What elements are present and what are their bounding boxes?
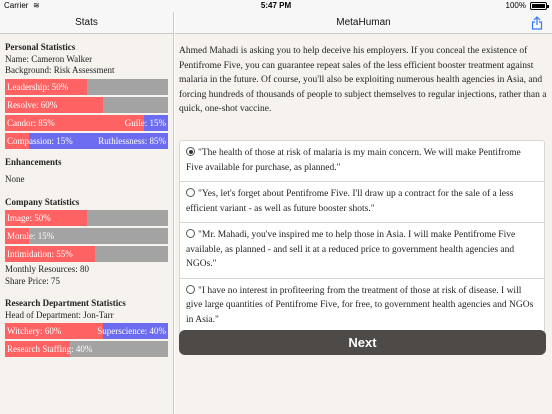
choice-text: "Yes, let's forget about Pentifrome Five. I'll draw up a contract for the sale of a less efficient variant - as well as future booster shots." [186, 189, 514, 214]
image-bar [5, 210, 168, 226]
character-background: Background: Risk Assessment [5, 65, 115, 75]
compassion-label: Compassion: 15% [7, 135, 73, 146]
choice-list [179, 140, 545, 334]
research-stats-heading: Research Department Statistics [5, 298, 126, 308]
intimidation-bar [5, 246, 168, 262]
superscience-label: Superscience: 40% [97, 326, 166, 336]
share-price: Share Price: 75 [5, 275, 60, 286]
radio-button-icon[interactable] [186, 229, 195, 238]
morale-label: Morale: 15% [7, 231, 55, 241]
company-stats-heading: Company Statistics [5, 196, 80, 207]
choice-option[interactable] [180, 182, 544, 223]
status-bar [0, 0, 552, 12]
radio-button-icon[interactable] [186, 188, 195, 197]
radio-button-icon[interactable] [186, 285, 195, 294]
choice-option[interactable] [180, 279, 544, 334]
battery-icon [530, 2, 547, 10]
research-staffing-label: Research Staffing: 40% [7, 344, 93, 354]
guile-label: Guile: 15% [124, 117, 166, 128]
monthly-resources: Monthly Resources: 80 [5, 264, 89, 274]
radio-button-icon[interactable] [186, 147, 195, 156]
carrier-label: Carrier [4, 1, 29, 10]
clock: 5:47 PM [260, 1, 292, 10]
ruthlessness-label: Ruthlessness: 85% [98, 135, 166, 146]
choice-option[interactable] [180, 141, 544, 182]
choice-option[interactable] [180, 223, 544, 279]
story-panel [175, 12, 552, 414]
image-label: Image: 50% [7, 213, 51, 223]
share-icon[interactable] [531, 16, 543, 30]
stats-sidebar[interactable] [0, 12, 174, 414]
main-header [175, 12, 552, 34]
resolve-bar [5, 97, 168, 113]
main-title: MetaHuman [336, 17, 391, 28]
wifi-icon: ≋ [33, 1, 40, 10]
choice-text: "I have no interest in profiteering from the treatment of those at risk of disease. I will give large quantities of Pentifrome Five, for free, to government health agencies and NGOs in Asia." [186, 285, 534, 325]
candor-label: Candor: 85% [7, 117, 55, 128]
next-button[interactable]: Next [179, 330, 546, 355]
character-name: Name: Cameron Walker [5, 53, 93, 64]
research-staffing-bar [5, 341, 168, 357]
morale-bar [5, 228, 168, 244]
witchery-superscience-bar [5, 323, 168, 339]
head-of-department: Head of Department: Jon-Tarr [5, 309, 114, 320]
candor-guile-bar [5, 115, 168, 131]
personal-stats-heading: Personal Statistics [5, 42, 76, 52]
intimidation-label: Intimidation: 55% [7, 249, 73, 259]
choice-text: "The health of those at risk of malaria is my main concern. We will make Pentifrome Five available for purchase, as planned." [186, 148, 521, 173]
scenario-text: Ahmed Mahadi is asking you to help deceive his employers. If you conceal the existence of Pentifrome Five, you can guarantee repeat sales of the less efficient booster treatment against malaria in the future. Of course, you'll also be exploiting numerous health agencies in Asia, and forcing hundreds of thousands of people to subject themselves to regular injections, rather than a quick, one-shot vaccine. [179, 46, 547, 114]
battery-percent: 100% [505, 1, 526, 10]
sidebar-title: Stats [0, 12, 173, 34]
leadership-bar [5, 79, 168, 95]
leadership-label: Leadership: 50% [7, 81, 69, 92]
enhancements-value: None [5, 174, 25, 184]
witchery-label: Witchery: 60% [7, 326, 62, 336]
compassion-ruthlessness-bar [5, 133, 168, 149]
resolve-label: Resolve: 60% [7, 99, 58, 110]
enhancements-heading: Enhancements [5, 156, 62, 167]
choice-text: "Mr. Mahadi, you've inspired me to help those in Asia. I will make Pentifrome Five available, as planned - and sell it at a reduced price to government health agencies and NGOs." [186, 230, 516, 269]
